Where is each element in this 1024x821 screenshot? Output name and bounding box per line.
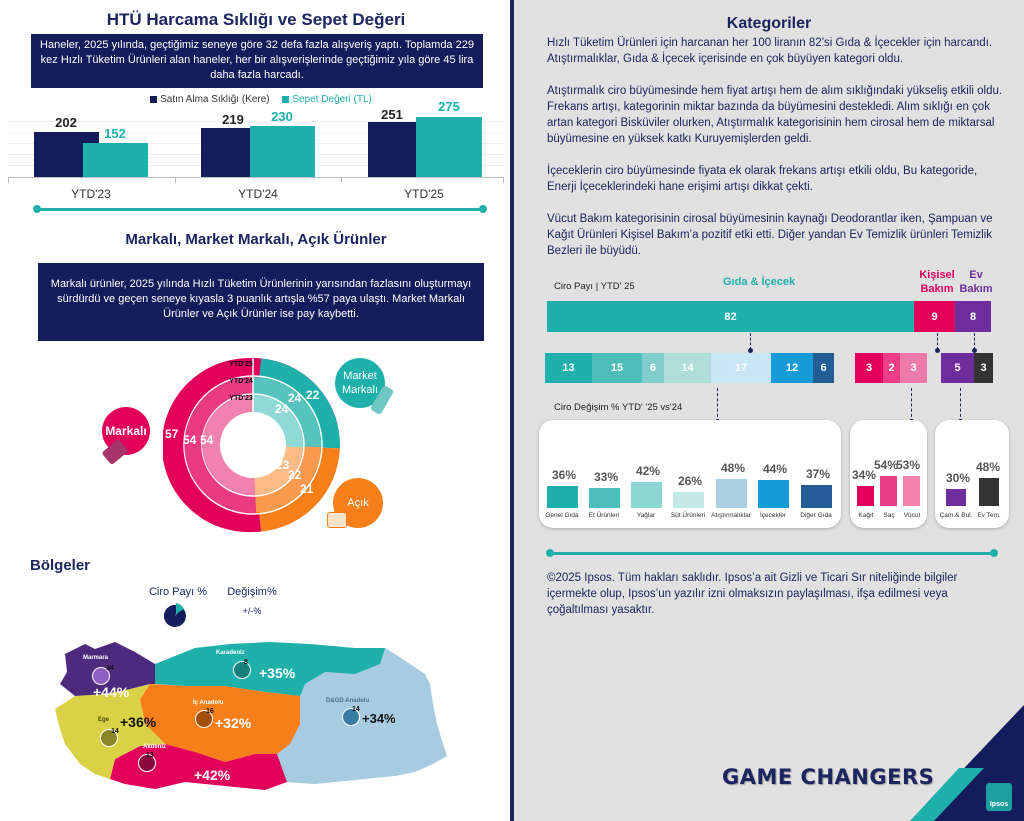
regions-title: Bölgeler xyxy=(30,557,91,574)
ring-label-ytd25: YTD'25 xyxy=(229,361,253,368)
key-change-sublabel: +/-% xyxy=(242,606,262,616)
share-segment-ev[interactable]: 8 xyxy=(955,301,991,332)
axis-tick xyxy=(175,177,176,183)
pct-camasir: 30% xyxy=(945,471,971,485)
right-panel xyxy=(514,0,1024,821)
change-label: Ciro Değişim % YTD' '25 vs'24 xyxy=(554,402,683,413)
share-ege: 14 xyxy=(111,728,119,735)
value-basket-ytd24: 230 xyxy=(271,109,293,124)
sub-segment-camasir[interactable]: 5 xyxy=(941,353,974,383)
share-segment-gida[interactable]: 82 xyxy=(547,301,914,332)
bar-basket-ytd24[interactable] xyxy=(250,126,315,177)
share-label: Ciro Payı | YTD' 25 xyxy=(554,281,635,292)
share-segment-kisisel[interactable]: 9 xyxy=(914,301,955,332)
sub-segment-vucut[interactable]: 3 xyxy=(900,353,927,383)
pct-icecek: 44% xyxy=(762,462,788,476)
value-market-ytd25: 22 xyxy=(306,388,320,402)
pct-sac: 54% xyxy=(873,458,899,472)
region-name-karadeniz: Karadeniz xyxy=(216,650,245,656)
change-dgd-anadolu: +34% xyxy=(362,711,396,726)
brand-game-changers: GAME CHANGERS xyxy=(722,765,935,789)
legend-bubble-acik: Açık xyxy=(333,478,383,528)
share-dgd-anadolu: 14 xyxy=(352,706,360,713)
spend-frequency-summary: Haneler, 2025 yılında, geçtiğimiz seneye göre 32 defa fazla alışveriş yaptı. Toplamda 229 kez Hızlı Tüketim Ürünleri alan haneler, her bir alışverişlerinde geçtiğimiz yıla göre 45 lira daha fazla harcadı. xyxy=(31,34,483,88)
label-atistirmalik: Atıştırmalıklar xyxy=(711,512,751,519)
change-ege: +36% xyxy=(120,714,157,730)
sub-segment-sut[interactable]: 14 xyxy=(664,353,711,383)
section-divider xyxy=(37,208,483,211)
sub-segment-diger-gida[interactable]: 6 xyxy=(813,353,834,383)
pct-ev-temizlik: 48% xyxy=(975,460,1001,474)
label-genel-gida: Genel Gıda xyxy=(545,512,579,519)
group-label-gida: Gıda & İçecek xyxy=(723,276,796,288)
categories-paragraph-4: Vücut Bakım kategorisinin cirosal büyümesinin kaynağı Deodorantlar iken, Şampuan ve Kağıt Ürünleri Kişisel Bakım’a pozitif etki etti. Diğer yandan Ev Temizlik ürünleri Temizlik Bezleri ile büyüdü. xyxy=(547,213,993,257)
x-label-ytd23: YTD'23 xyxy=(71,187,111,201)
categories-paragraph-2: Atıştırmalık ciro büyümesinde hem fiyat artışı hem de alım sıklığındaki yükseliş etkili oldu. Frekans artışı, kategorinin miktar bazında da büyümesini destekledi. Alım sıklığı en çok artan kategori Bisküviler olurken, Atıştırmalık kategorisinin hem cirosal hem de miktarsal büyümesine en yüksek katkı Kuruyemişlerden geldi. xyxy=(547,85,1003,145)
corner-decoration xyxy=(514,0,1024,821)
pct-yaglar: 42% xyxy=(635,464,661,478)
legend-bubble-market-markali: Market Markalı xyxy=(335,358,385,408)
categories-paragraph-3: İçeceklerin ciro büyümesinde fiyata ek olarak frekans artışı etkili oldu, Bu kategoride, Enerji İçeceklerindeki hane erişimi artışı dikkat çekti. xyxy=(547,165,978,193)
x-axis xyxy=(8,177,504,178)
bar-basket-ytd25[interactable] xyxy=(416,117,482,177)
sub-segment-atistirmalik[interactable]: 17 xyxy=(711,353,771,383)
categories-paragraph-1: Hızlı Tüketim Ürünleri için harcanan her 100 liranın 82’si Gıda & İçecekler için harcandı. Atıştırmalıklar, Gıda & İçecek içerisinde en çok büyüyen kategori oldu. xyxy=(547,37,993,65)
legend-frequency: Satın Alma Sıklığı (Kere) xyxy=(160,94,270,105)
axis-tick xyxy=(8,177,9,183)
group-label-ev: Ev Bakım xyxy=(959,269,993,295)
label-sut: Süt Ürünleri xyxy=(670,512,706,519)
value-basket-ytd23: 152 xyxy=(104,126,126,141)
share-pie-key-icon xyxy=(162,603,188,629)
sub-segment-sac[interactable]: 2 xyxy=(883,353,900,383)
label-ev-temizlik: Ev Tem. xyxy=(977,512,1001,519)
share-akdeniz: 13 xyxy=(146,752,154,759)
x-label-ytd25: YTD'25 xyxy=(404,187,444,201)
ring-label-ytd24: YTD'24 xyxy=(229,378,253,385)
change-karadeniz: +35% xyxy=(259,665,296,681)
label-sac: Saç xyxy=(883,512,895,519)
copyright-notice: ©2025 Ipsos. Tüm hakları saklıdır. Ipsos’a ait Gizli ve Ticari Sır niteliğinde bilgiler içermekte olup, Ipsos’un yazılır izni olmaksızın paylaşılması, ifşa edilmesi veya çoğaltılması yasaktır. xyxy=(547,572,958,616)
label-vucut: Vücut xyxy=(903,512,921,519)
value-frequency-ytd24: 219 xyxy=(222,112,244,127)
sub-segment-yaglar[interactable]: 6 xyxy=(642,353,664,383)
sub-segment-kagit[interactable]: 3 xyxy=(855,353,883,383)
spend-frequency-title: HTÜ Harcama Sıklığı ve Sepet Değeri xyxy=(106,10,406,29)
value-frequency-ytd23: 202 xyxy=(55,115,77,130)
value-markali-ytd23: 54 xyxy=(200,433,214,447)
axis-tick xyxy=(341,177,342,183)
share-marmara: 34 xyxy=(106,665,114,672)
label-diger-gida: Diğer Gıda xyxy=(800,512,832,519)
share-pie-karadeniz xyxy=(233,661,251,679)
region-name-ic-anadolu: İç Anadolu xyxy=(193,700,224,706)
sub-segment-ev-temizlik[interactable]: 3 xyxy=(974,353,993,383)
change-marmara: +44% xyxy=(93,684,130,700)
value-market-ytd23: 24 xyxy=(275,402,289,416)
ipsos-logo[interactable]: Ipsos xyxy=(986,783,1012,811)
label-yaglar: Yağlar xyxy=(636,512,656,519)
bar-frequency-ytd25[interactable] xyxy=(368,122,418,177)
label-camasir: Çam.& Bul. xyxy=(939,512,973,519)
brand-types-summary: Markalı ürünler, 2025 yılında Hızlı Tüketim Ürünlerinin yarısından fazlasını oluşturmayı sürdürdü ve geçen seneye kıyasla 3 puanlık artışla %57 paya ulaştı. Market Markalı Ürünler ve Açık Ürünler ise pay kaybetti. xyxy=(38,263,484,341)
group-label-kisisel: Kişisel Bakım xyxy=(919,269,955,295)
bar-basket-ytd23[interactable] xyxy=(83,143,148,177)
legend-swatch-basket xyxy=(282,96,289,103)
categories-title: Kategoriler xyxy=(726,15,812,32)
legend-swatch-frequency xyxy=(150,96,157,103)
legend-bubble-markali: Markalı xyxy=(102,407,150,455)
region-name-marmara: Marmara xyxy=(83,655,109,661)
key-change-label: Değişim% xyxy=(227,586,277,598)
region-name-dgd-anadolu: D&GD Anadolu xyxy=(326,698,370,704)
axis-tick xyxy=(503,177,504,183)
pct-atistirmalik: 48% xyxy=(720,461,746,475)
divider-dot xyxy=(479,205,487,213)
value-acik-ytd25: 21 xyxy=(300,482,314,496)
brand-types-title: Markalı, Market Markalı, Açık Ürünler xyxy=(125,231,387,248)
label-kagit: Kağıt xyxy=(858,512,874,519)
label-et: Et Ürünleri xyxy=(588,512,620,519)
value-frequency-ytd25: 251 xyxy=(381,107,403,122)
legend-basket: Sepet Değeri (TL) xyxy=(292,94,372,105)
value-acik-ytd23: 23 xyxy=(276,458,290,472)
share-karadeniz: 8 xyxy=(244,659,248,666)
bulk-container-icon xyxy=(327,512,347,528)
pct-diger-gida: 37% xyxy=(805,467,831,481)
value-markali-ytd25: 57 xyxy=(165,427,179,441)
sub-segment-genel-gida[interactable]: 13 xyxy=(545,353,592,383)
x-label-ytd24: YTD'24 xyxy=(238,187,278,201)
region-name-ege: Ege xyxy=(98,717,110,723)
change-akdeniz: +42% xyxy=(194,767,231,783)
value-markali-ytd24: 54 xyxy=(183,433,197,447)
key-share-label: Ciro Payı % xyxy=(148,586,208,598)
label-icecek: İçecekler xyxy=(759,512,786,519)
change-ic-anadolu: +32% xyxy=(215,715,252,731)
pct-vucut: 53% xyxy=(895,458,921,472)
divider-dot xyxy=(33,205,41,213)
value-acik-ytd24: 22 xyxy=(288,468,302,482)
value-basket-ytd25: 275 xyxy=(438,99,460,114)
sub-segment-et[interactable]: 15 xyxy=(592,353,642,383)
ring-label-ytd23: YTD'23 xyxy=(229,395,253,402)
sub-segment-icecek[interactable]: 12 xyxy=(771,353,813,383)
pct-kagit: 34% xyxy=(851,468,877,482)
pct-sut: 26% xyxy=(677,474,703,488)
value-market-ytd24: 24 xyxy=(288,391,302,405)
region-name-akdeniz: Akdeniz xyxy=(143,744,167,750)
pct-genel-gida: 36% xyxy=(551,468,577,482)
share-ic-anadolu: 16 xyxy=(206,708,214,715)
pct-et: 33% xyxy=(593,470,619,484)
